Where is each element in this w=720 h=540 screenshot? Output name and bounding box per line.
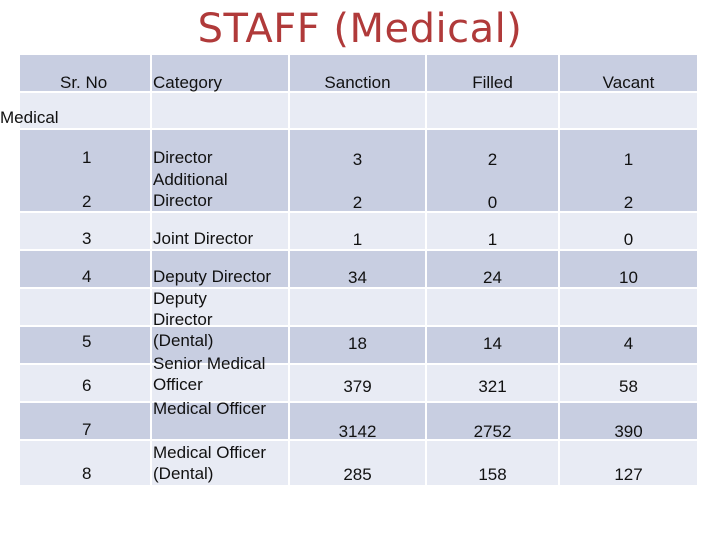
cell-filled: 1	[487, 230, 498, 249]
cell-vacant: 10	[619, 268, 638, 287]
cell-sr: 7	[82, 420, 92, 439]
page-title: STAFF (Medical)	[197, 6, 523, 52]
header-filled: Filled	[472, 73, 513, 92]
header-vacant: Vacant	[602, 73, 655, 92]
divider	[150, 55, 152, 485]
cell-filled: 158	[478, 465, 507, 484]
cell-category: Additional Director	[153, 170, 228, 210]
cell-filled: 2	[487, 150, 498, 169]
cell-category: Deputy Director	[153, 267, 272, 286]
cell-category: Deputy Director (Dental)	[153, 289, 214, 350]
cell-category: Director	[153, 148, 213, 167]
cell-vacant: 1	[623, 150, 634, 169]
cell-sanction: 379	[343, 377, 372, 396]
header-category: Category	[153, 73, 222, 92]
cell-filled: 2752	[473, 422, 512, 441]
divider	[20, 325, 697, 327]
cell-sanction: 34	[348, 268, 367, 287]
cell-category: Medical Officer	[153, 399, 267, 418]
cell-sanction: 18	[348, 334, 367, 353]
staff-table	[0, 55, 697, 485]
cell-sr: 8	[82, 464, 92, 483]
cell-sr: 5	[82, 332, 92, 351]
cell-category: Senior Medical Officer	[153, 354, 266, 394]
row-band	[20, 288, 697, 326]
cell-vacant: 127	[614, 465, 643, 484]
cell-sanction: 3142	[338, 422, 377, 441]
divider	[20, 363, 697, 365]
cell-sanction: 1	[352, 230, 363, 249]
divider	[20, 128, 697, 130]
group-band	[20, 92, 697, 129]
cell-filled: 14	[483, 334, 502, 353]
cell-sanction: 285	[343, 465, 372, 484]
cell-vacant: 0	[623, 230, 634, 249]
divider	[20, 401, 697, 403]
cell-sanction: 3	[352, 150, 363, 169]
cell-sr: 1	[82, 148, 92, 167]
cell-vacant: 390	[614, 422, 643, 441]
cell-filled: 321	[478, 377, 507, 396]
cell-filled: 0	[487, 193, 498, 212]
cell-vacant: 2	[623, 193, 634, 212]
cell-vacant: 4	[623, 334, 634, 353]
header-sanction: Sanction	[324, 73, 391, 92]
cell-filled: 24	[483, 268, 502, 287]
cell-sr: 2	[82, 192, 92, 211]
header-sr-no: Sr. No	[60, 73, 108, 92]
cell-sr: 4	[82, 267, 92, 286]
cell-sr: 3	[82, 229, 92, 248]
cell-category: Joint Director	[153, 229, 254, 248]
cell-sanction: 2	[352, 193, 363, 212]
cell-vacant: 58	[619, 377, 638, 396]
group-label: Medical	[0, 108, 59, 127]
cell-category: Medical Officer (Dental)	[153, 443, 267, 483]
cell-sr: 6	[82, 376, 92, 395]
